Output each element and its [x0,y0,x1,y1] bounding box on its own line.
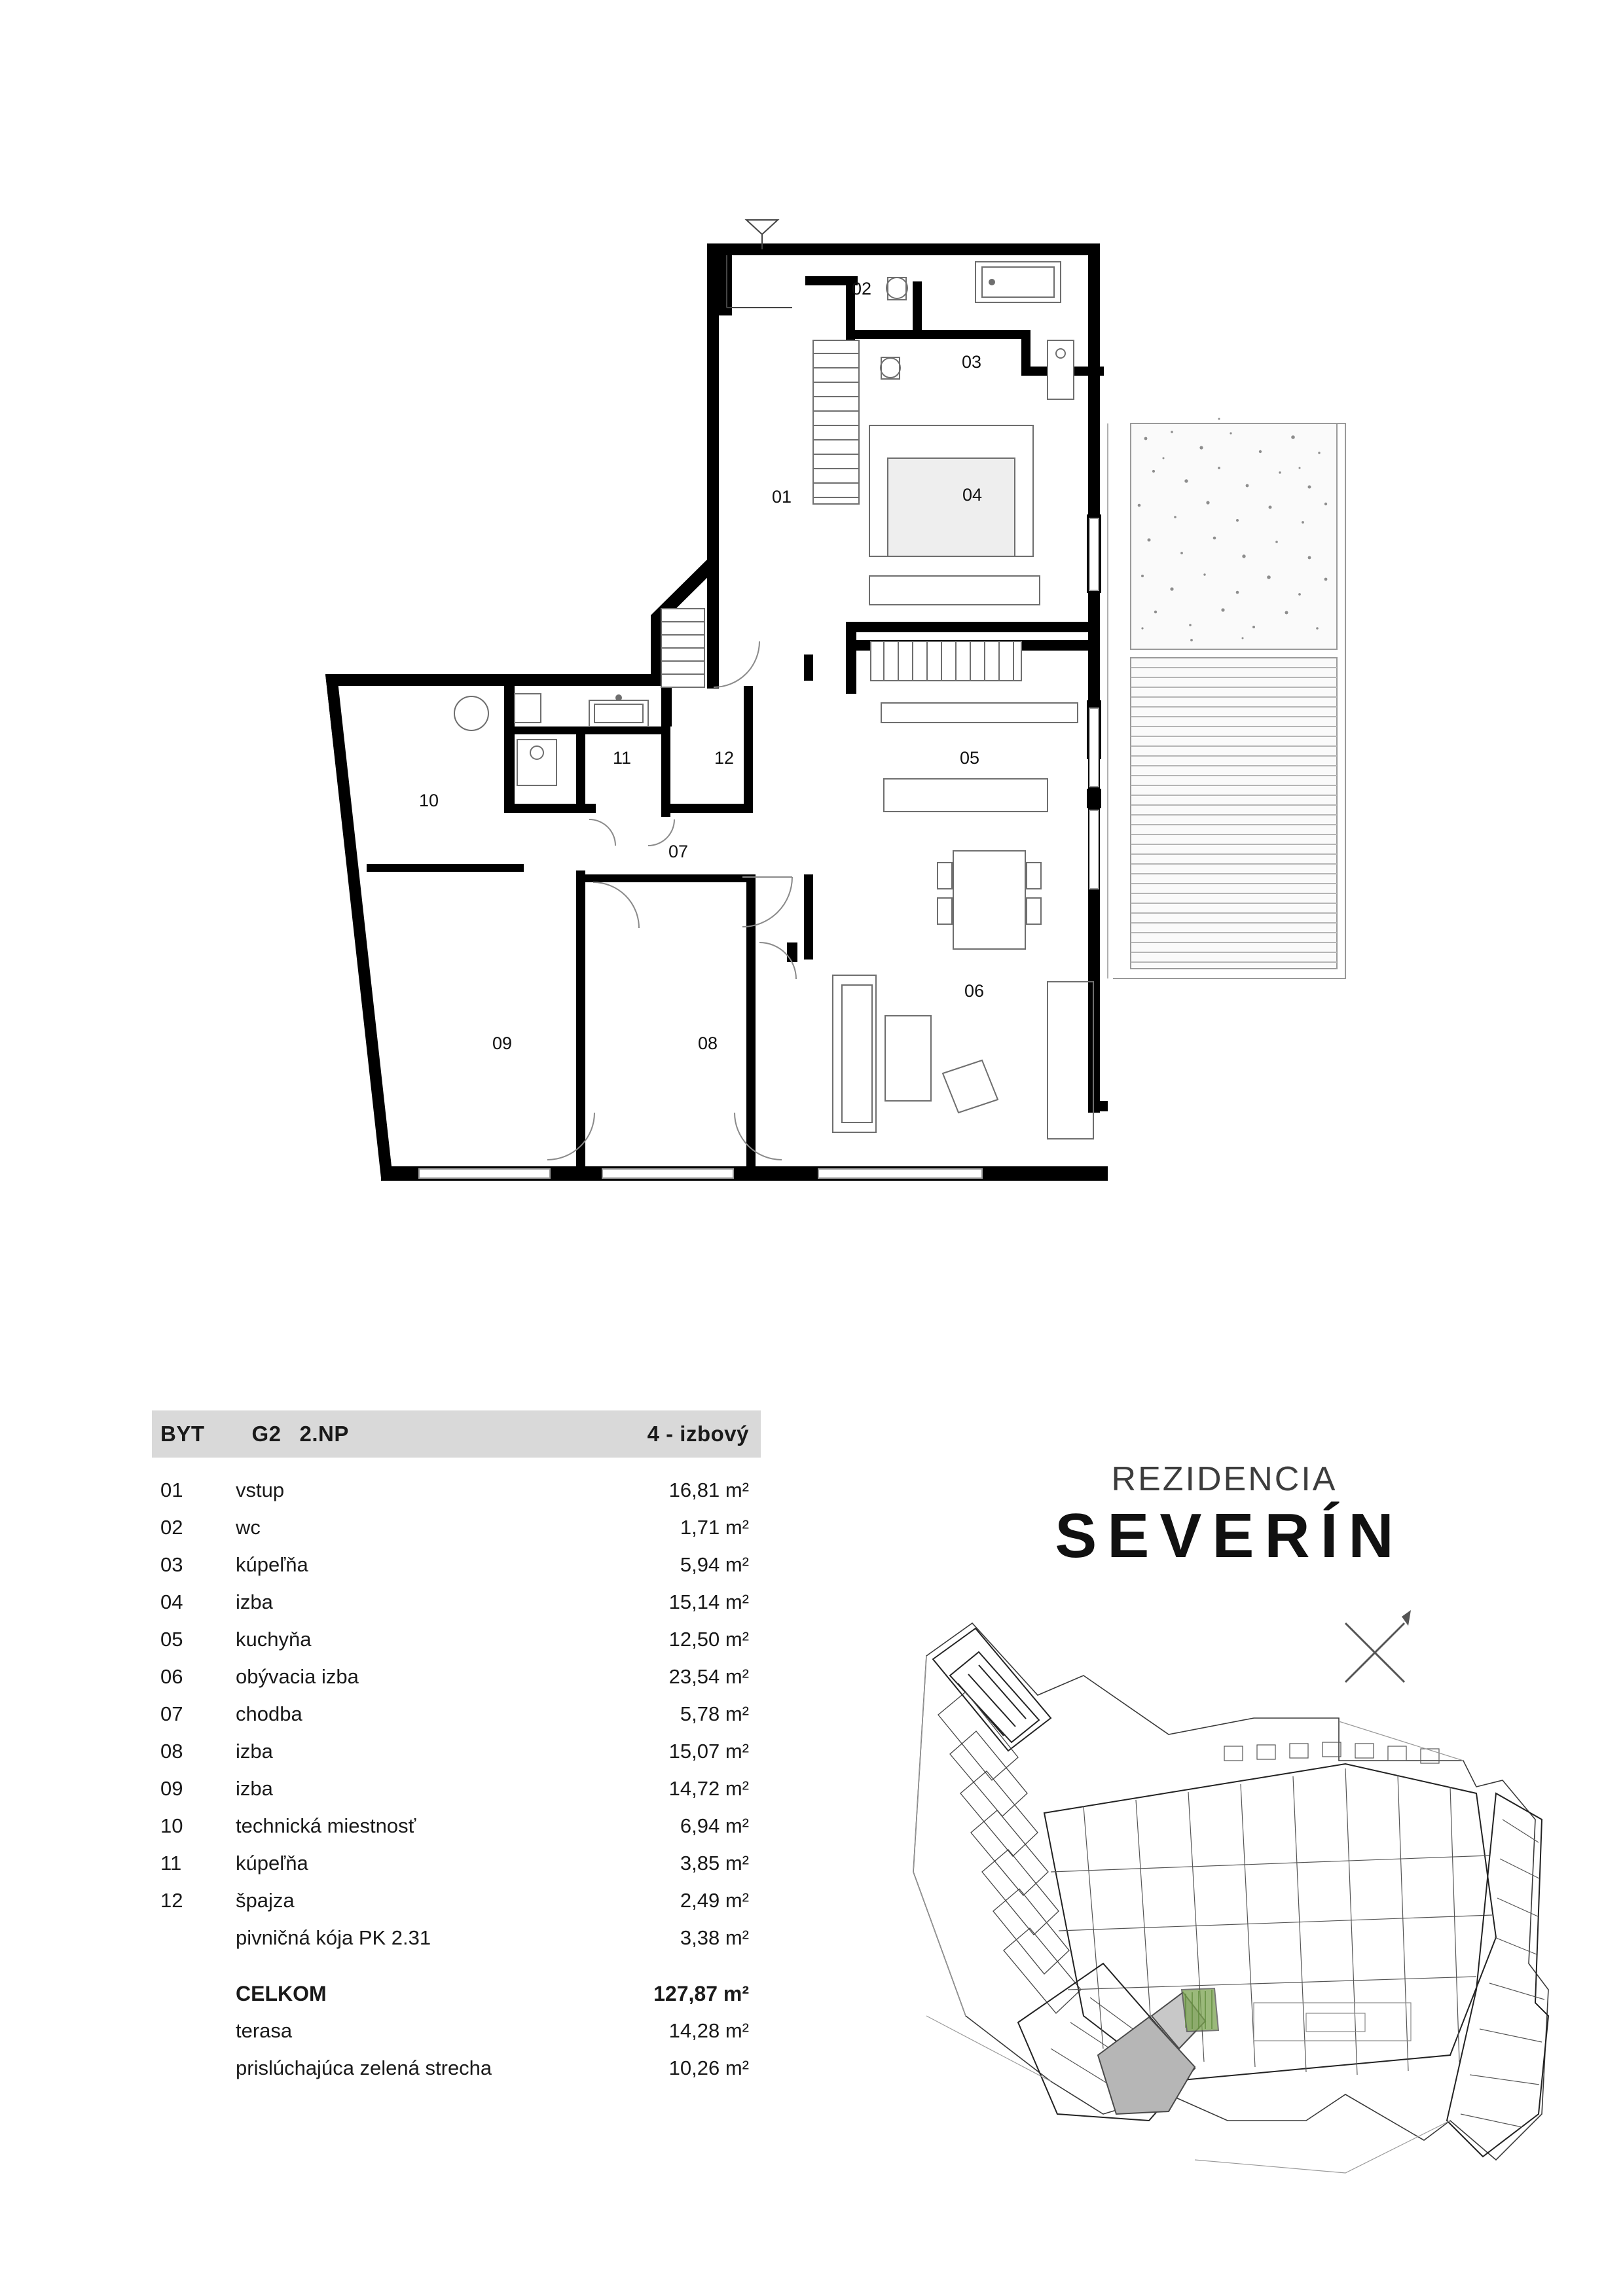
row-name: terasa [236,2019,293,2042]
room-label-03: 03 [961,352,982,372]
row-number: 05 [160,1628,183,1651]
room-label-12: 12 [714,748,735,768]
legend-byt-label: BYT [160,1422,205,1446]
row-area: 3,85 m² [680,1852,749,1874]
legend-row [152,1852,761,1889]
row-number: 06 [160,1665,183,1688]
legend-unit-code: G2 [251,1422,282,1446]
legend-rows [152,1479,761,2094]
row-area: 5,94 m² [680,1553,749,1576]
legend-floor: 2.NP [299,1422,349,1446]
legend-row [152,1553,761,1590]
legend-total-row [152,1982,761,2019]
row-area: 2,49 m² [680,1889,749,1912]
legend-row [152,1814,761,1852]
room-label-08: 08 [697,1033,718,1053]
row-number: 03 [160,1553,183,1576]
north-arrow-icon [1345,1610,1411,1682]
legend-extra-row-terrace [152,2019,761,2056]
row-name: izba [236,1740,273,1763]
wall-outline [331,249,1108,1174]
legend-extra-row-green-roof [152,2056,761,2094]
legend-table [152,1410,761,2094]
row-name: CELKOM [236,1982,327,2005]
row-number: 01 [160,1479,183,1501]
legend-row [152,1777,761,1814]
room-label-11: 11 [612,748,632,768]
room-label-01: 01 [771,487,792,507]
legend-row [152,1665,761,1702]
room-label-10: 10 [418,791,439,810]
legend-row [152,1628,761,1665]
row-area: 16,81 m² [668,1479,749,1501]
row-area: 1,71 m² [680,1516,749,1539]
legend-row [152,1590,761,1628]
legend-row [152,1516,761,1553]
brand-line-1: REZIDENCIA [1111,1460,1338,1498]
row-name: špajza [236,1889,295,1912]
row-name: izba [236,1590,273,1613]
legend-row [152,1889,761,1926]
brand-logo [936,1460,1512,1572]
row-number: 02 [160,1516,183,1539]
room-label-06: 06 [964,981,985,1001]
plan-details [419,220,1108,1178]
legend-header [152,1410,761,1458]
row-name: kúpeľňa [236,1852,308,1874]
legend-row [152,1740,761,1777]
legend-row [152,1702,761,1740]
row-name: izba [236,1777,273,1800]
row-name: prislúchajúca zelená strecha [236,2056,492,2079]
row-name: obývacia izba [236,1665,359,1688]
brand-line-2: SEVERÍN [1055,1501,1404,1571]
legend-row-cellar [152,1926,761,1964]
row-name: wc [236,1516,261,1539]
row-number: 07 [160,1702,183,1725]
floor-plan-geometry [325,220,1345,1181]
legend-row [152,1479,761,1516]
row-area: 5,78 m² [680,1702,749,1725]
room-label-09: 09 [492,1033,513,1053]
highlighted-unit [1098,1988,1218,2114]
row-name: chodba [236,1702,302,1725]
site-plan [887,1597,1588,2199]
legend-apartment-type: 4 - izbový [647,1422,749,1446]
row-name: technická miestnosť [236,1814,416,1837]
room-label-05: 05 [959,748,980,768]
row-area: 10,26 m² [668,2056,749,2079]
row-area: 12,50 m² [668,1628,749,1651]
row-area: 6,94 m² [680,1814,749,1837]
row-area: 14,28 m² [668,2019,749,2042]
row-number: 12 [160,1889,183,1912]
row-area: 14,72 m² [668,1777,749,1800]
row-area: 15,07 m² [668,1740,749,1763]
row-number: 09 [160,1777,183,1800]
room-label-02: 02 [851,279,872,298]
row-number: 04 [160,1590,183,1613]
row-name: pivničná kója PK 2.31 [236,1926,431,1949]
row-name: vstup [236,1479,285,1501]
row-name: kuchyňa [236,1628,312,1651]
row-number: 10 [160,1814,183,1837]
room-label-07: 07 [668,842,689,861]
row-number: 08 [160,1740,183,1763]
row-area: 23,54 m² [668,1665,749,1688]
row-area: 127,87 m² [653,1982,749,2005]
terrace-area [1113,418,1345,979]
row-name: kúpeľňa [236,1553,308,1576]
row-area: 15,14 m² [668,1590,749,1613]
site-plan-geometry [913,1623,1548,2173]
row-area: 3,38 m² [680,1926,749,1949]
row-number: 11 [160,1852,182,1874]
room-label-04: 04 [962,485,983,505]
